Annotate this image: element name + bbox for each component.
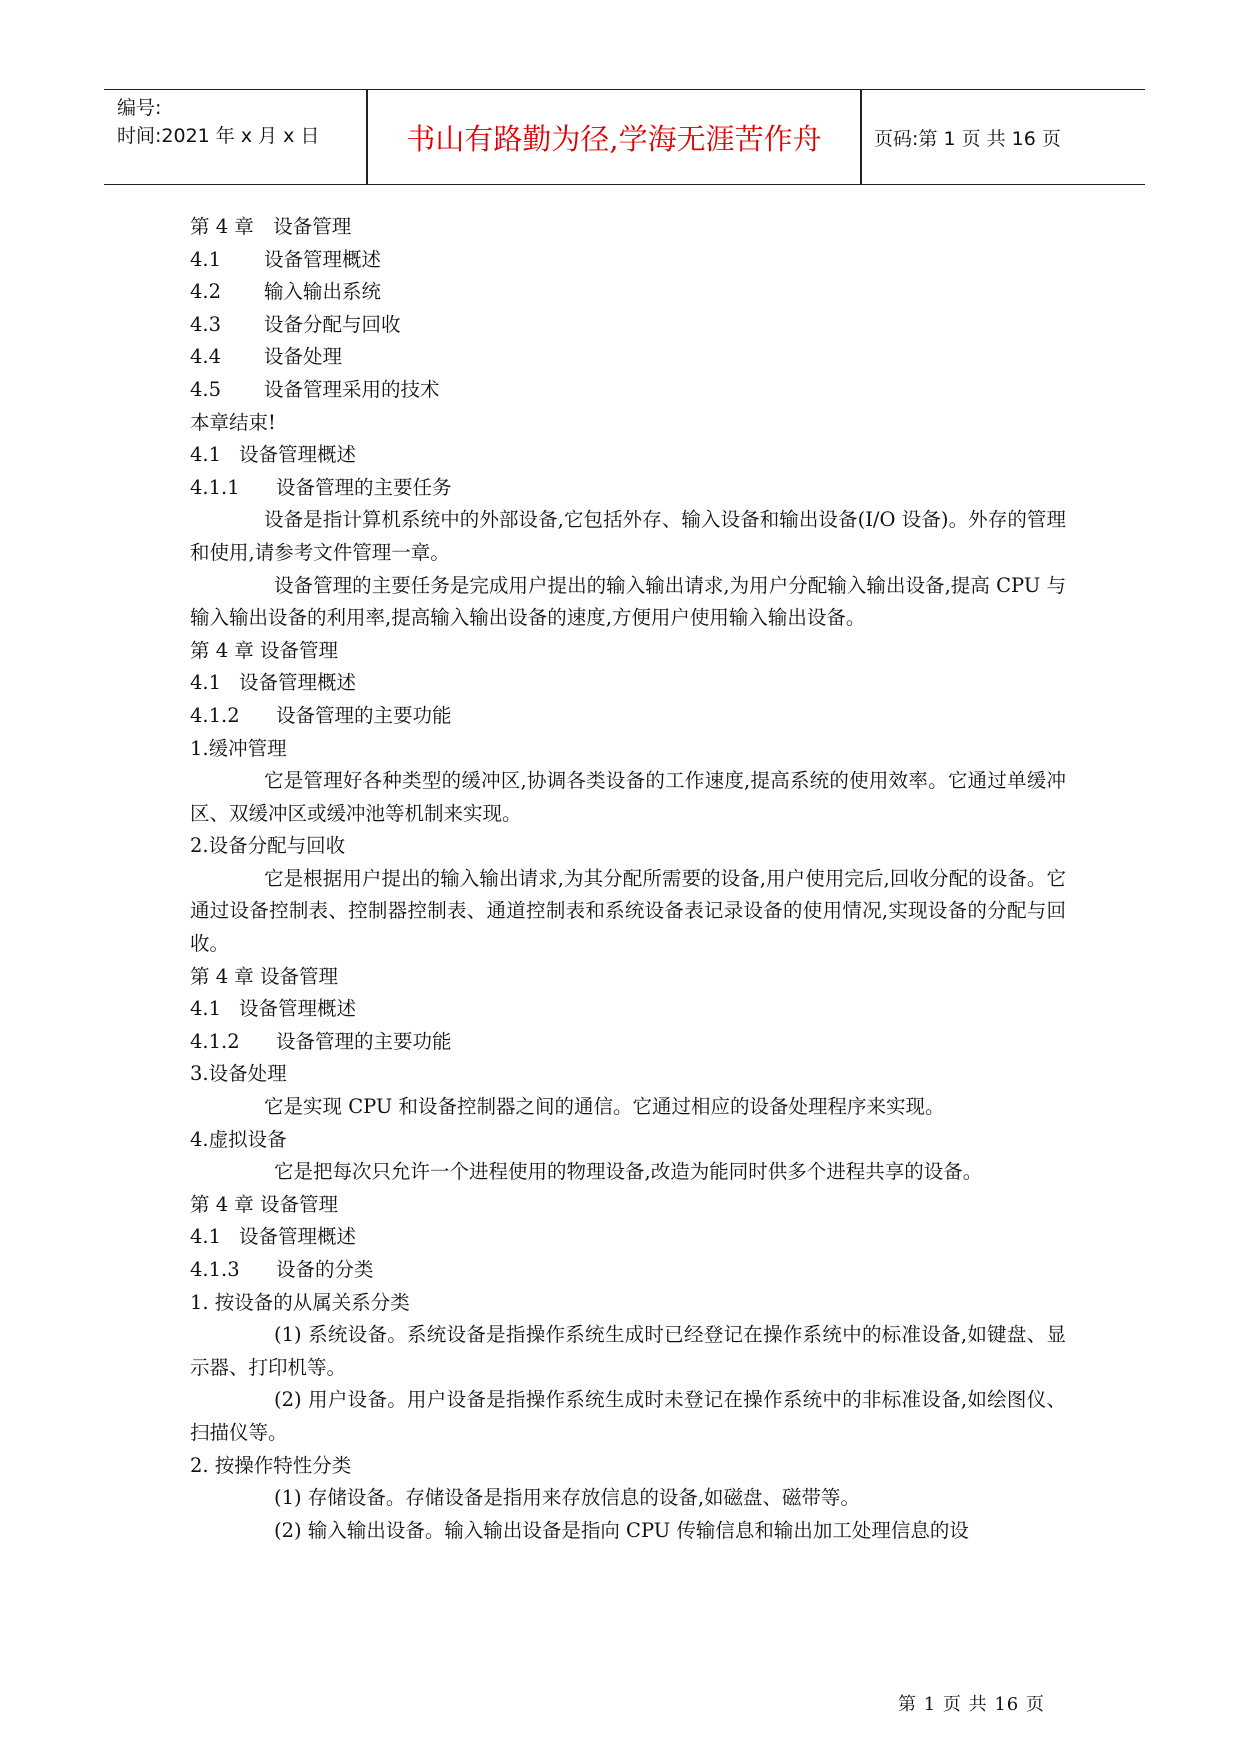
page-header — [104, 89, 1145, 185]
toc-item-number: 4.1 — [190, 247, 222, 271]
toc-item-number: 4.3 — [190, 312, 222, 336]
list-item: (1) 存储设备。存储设备是指用来存放信息的设备,如磁盘、磁带等。 — [274, 1486, 861, 1510]
header-meta — [117, 94, 367, 150]
toc-title: 第 4 章 设备管理 — [190, 215, 352, 238]
item-title: 1.缓冲管理 — [190, 736, 287, 760]
toc-item-label: 设备管理采用的技术 — [264, 377, 440, 401]
section-heading: 4.1 设备管理概述 — [190, 1225, 357, 1249]
header-motto: 书山有路勤为径,学海无涯苦作舟 — [406, 121, 822, 156]
header-page-info: 页码:第 1 页 共 16 页 — [874, 127, 1061, 150]
chapter-heading: 第 4 章 设备管理 — [190, 638, 339, 662]
doc-time-label: 时间:2021 年 x 月 x 日 — [117, 125, 320, 147]
chapter-end-note: 本章结束! — [190, 410, 276, 434]
list-item: (2) 用户设备。用户设备是指操作系统生成时未登记在操作系统中的非标准设备,如绘图仪、扫描仪等。 — [190, 1388, 1066, 1444]
toc-item — [190, 276, 1066, 309]
body-paragraph: 设备是指计算机系统中的外部设备,它包括外存、输入设备和输出设备(I/O 设备)。外存的管理和使用,请参考文件管理一章。 — [190, 508, 1066, 564]
toc-item — [190, 309, 1066, 342]
list-item: (2) 输入输出设备。输入输出设备是指向 CPU 传输信息和输出加工处理信息的设 — [274, 1518, 969, 1542]
subsection-heading: 4.1.2 设备管理的主要功能 — [190, 1029, 452, 1053]
toc-item — [190, 341, 1066, 374]
chapter-heading: 第 4 章 设备管理 — [190, 1192, 339, 1216]
doc-number-label: 编号: — [117, 97, 162, 119]
subsection-heading: 4.1.1 设备管理的主要任务 — [190, 475, 452, 499]
body-paragraph: 它是根据用户提出的输入输出请求,为其分配所需要的设备,用户使用完后,回收分配的设备。它通过设备控制表、控制器控制表、通道控制表和系统设备表记录设备的使用情况,实现设备的分配与回收。 — [190, 866, 1066, 956]
page-footer: 第 1 页 共 16 页 — [898, 1694, 1045, 1715]
toc-item-number: 4.2 — [190, 280, 222, 304]
toc-item — [190, 374, 1066, 407]
toc-item-label: 设备管理概述 — [264, 247, 382, 271]
body-paragraph: 它是管理好各种类型的缓冲区,协调各类设备的工作速度,提高系统的使用效率。它通过单缓冲区、双缓冲区或缓冲池等机制来实现。 — [190, 769, 1066, 825]
header-divider — [366, 90, 368, 184]
list-item: (1) 系统设备。系统设备是指操作系统生成时已经登记在操作系统中的标准设备,如键盘、显示器、打印机等。 — [190, 1323, 1066, 1379]
body-paragraph: 它是实现 CPU 和设备控制器之间的通信。它通过相应的设备处理程序来实现。 — [264, 1095, 945, 1119]
subsection-heading: 4.1.3 设备的分类 — [190, 1258, 374, 1281]
subsection-heading: 4.1.2 设备管理的主要功能 — [190, 703, 452, 727]
document-body — [190, 211, 1066, 1547]
section-heading: 4.1 设备管理概述 — [190, 443, 357, 467]
item-title: 3.设备处理 — [190, 1062, 287, 1086]
section-heading: 4.1 设备管理概述 — [190, 671, 357, 695]
toc-item-label: 设备分配与回收 — [264, 312, 401, 336]
item-title: 1. 按设备的从属关系分类 — [190, 1290, 410, 1314]
chapter-heading: 第 4 章 设备管理 — [190, 964, 339, 988]
toc-item-label: 设备处理 — [264, 345, 343, 369]
item-title: 4.虚拟设备 — [190, 1127, 287, 1151]
toc-item-label: 输入输出系统 — [264, 280, 382, 304]
body-paragraph: 设备管理的主要任务是完成用户提出的输入输出请求,为用户分配输入输出设备,提高 CPU 与输入输出设备的利用率,提高输入输出设备的速度,方便用户使用输入输出设备。 — [190, 573, 1066, 630]
item-title: 2.设备分配与回收 — [190, 834, 346, 858]
toc-item — [190, 244, 1066, 277]
body-paragraph: 它是把每次只允许一个进程使用的物理设备,改造为能同时供多个进程共享的设备。 — [274, 1160, 983, 1184]
toc-item-number: 4.5 — [190, 377, 222, 401]
section-heading: 4.1 设备管理概述 — [190, 997, 357, 1021]
item-title: 2. 按操作特性分类 — [190, 1453, 352, 1477]
toc-item-number: 4.4 — [190, 345, 222, 369]
